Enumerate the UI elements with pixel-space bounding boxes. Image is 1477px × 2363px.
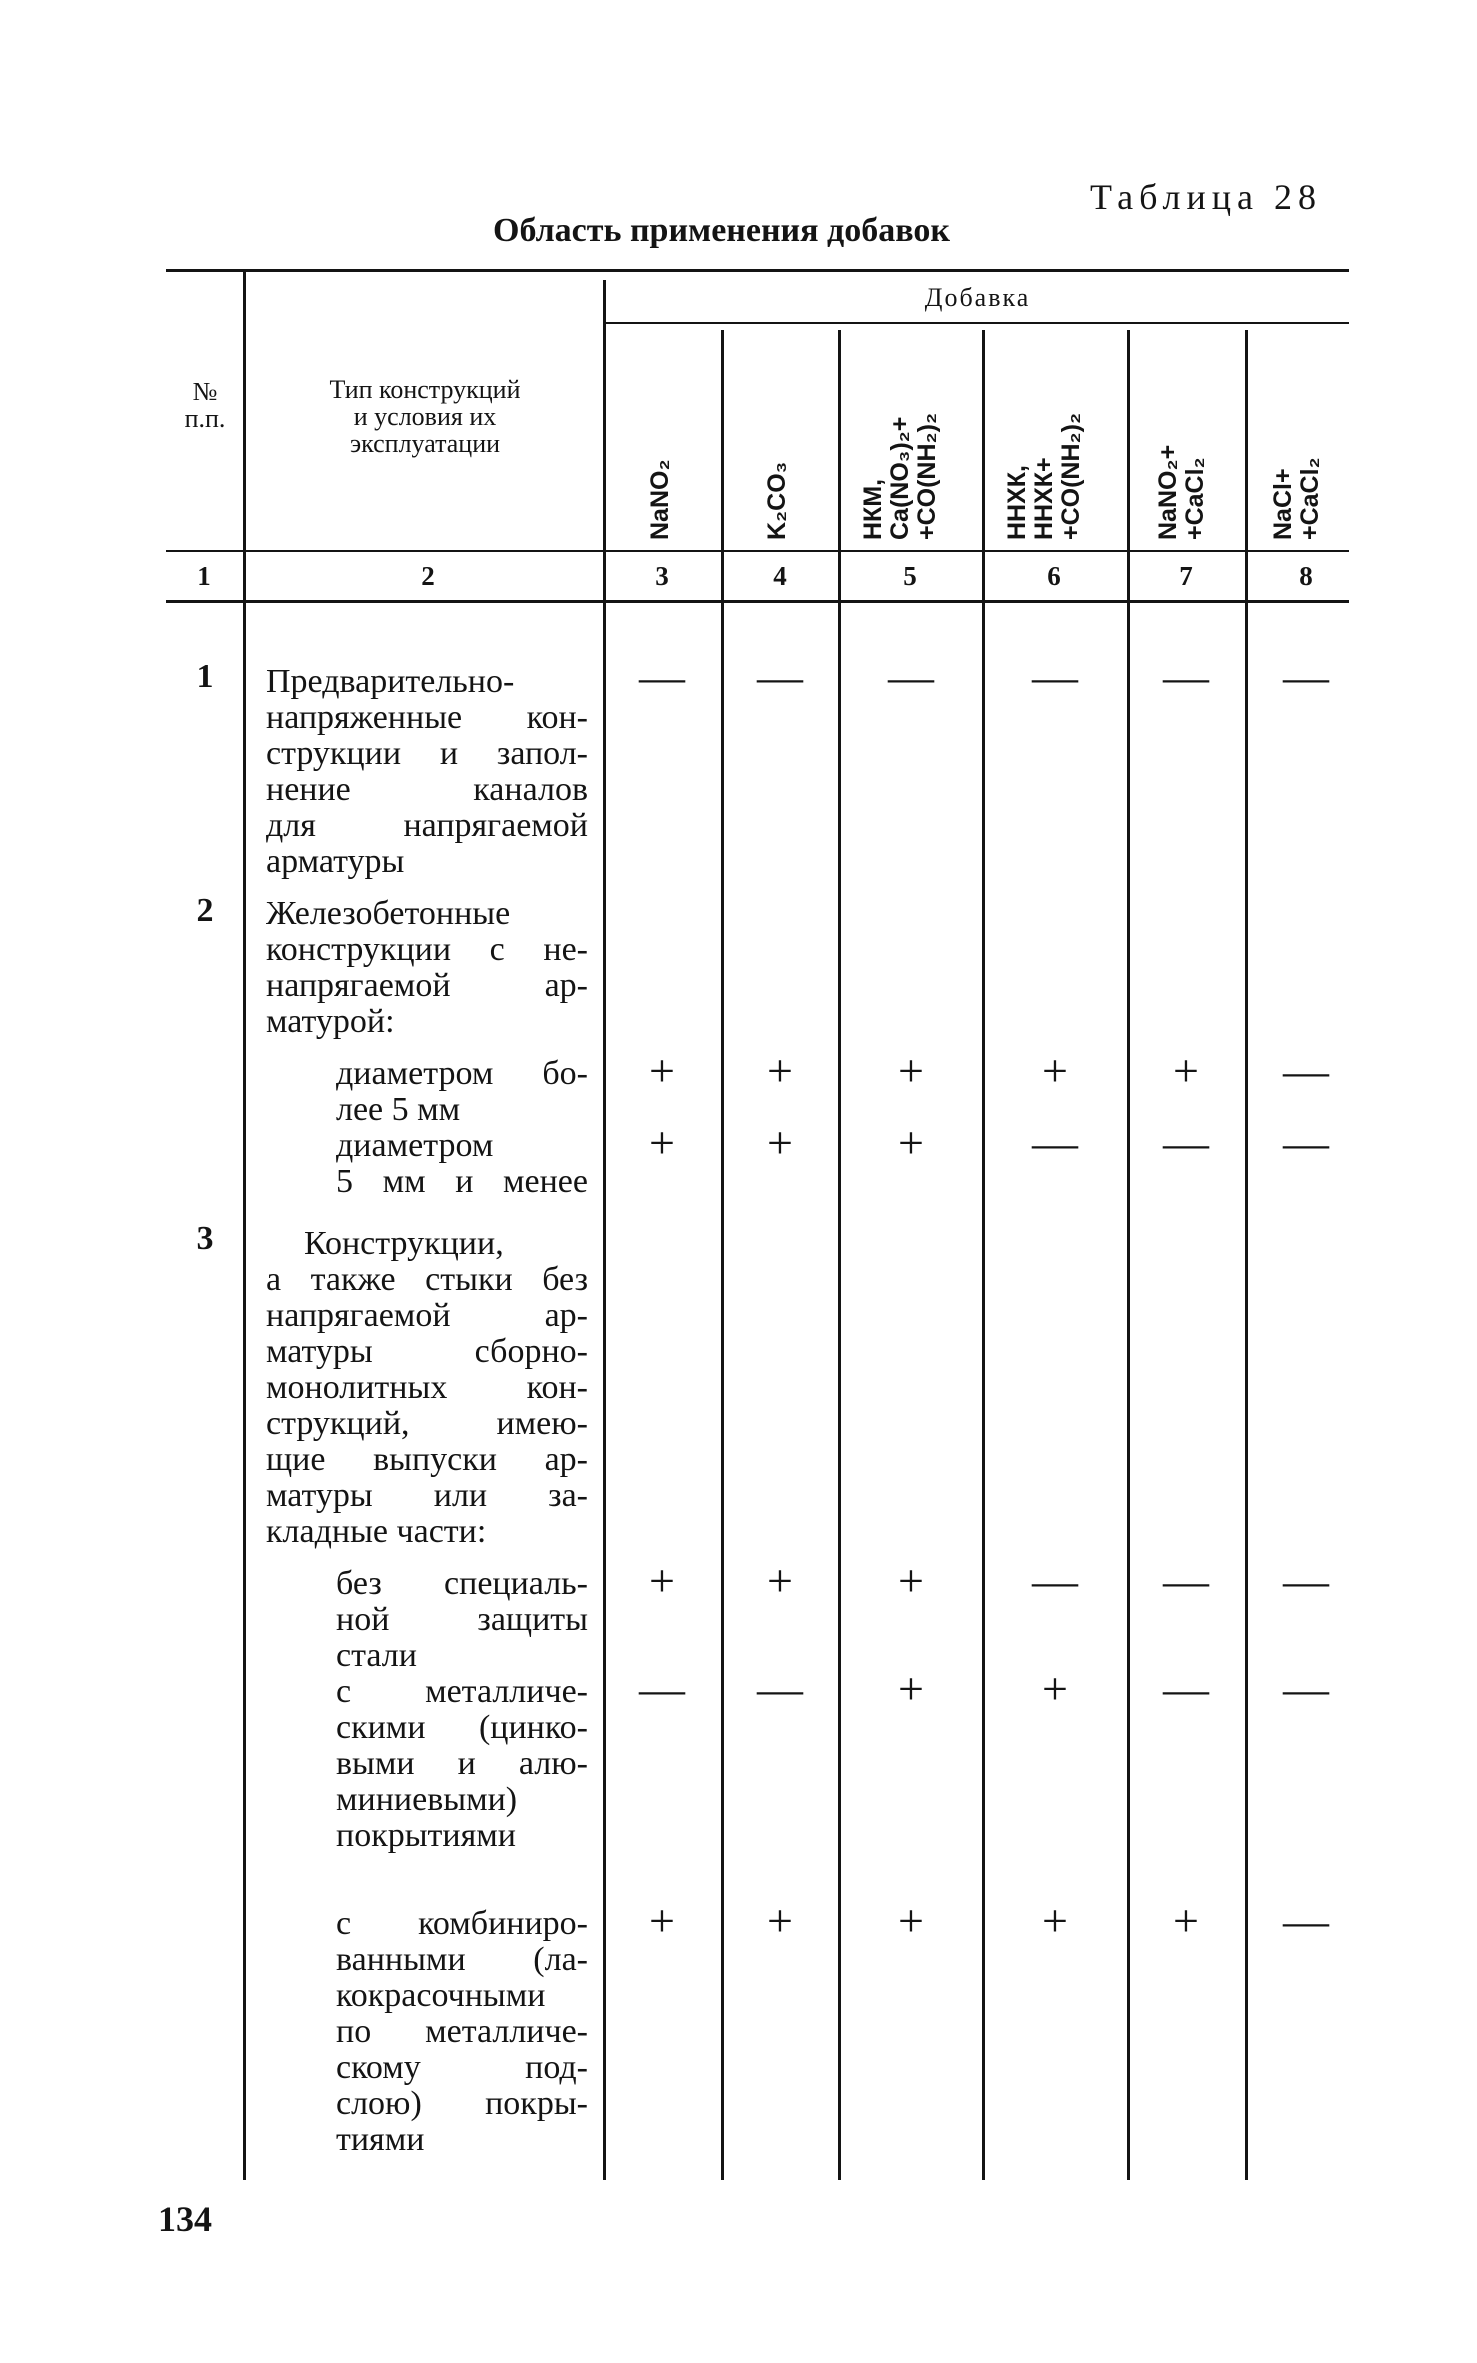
column-number: 5 <box>903 561 917 591</box>
mark-nnhk: + <box>1042 1895 1068 1946</box>
row-subitem <box>336 1566 588 1674</box>
cell-line: Предварительно- <box>266 663 515 700</box>
mark-k2co3: + <box>767 1117 793 1168</box>
header-number-line: № <box>192 377 218 406</box>
mark-k2co3: + <box>767 1895 793 1946</box>
mark-nnhk: — <box>1032 651 1078 702</box>
page-number: 134 <box>158 2199 212 2239</box>
cell-line: скому под- <box>336 2049 588 2086</box>
cell-line: тиями <box>336 2121 425 2158</box>
cell-line: Конструкции, <box>304 1225 504 1262</box>
row-subitem <box>336 1056 588 1128</box>
additive-line: K₂CO₃ <box>763 461 791 540</box>
column-number: 1 <box>197 561 211 591</box>
column-divider <box>1127 330 1130 2180</box>
additive-line: +CaCl₂ <box>1181 457 1209 540</box>
additive-line: NaNO₂ <box>646 459 674 540</box>
additive-line: НКМ, <box>859 478 887 540</box>
row-subitem <box>336 1906 588 2158</box>
additive-line: +CO(NH₂)₂ <box>913 412 941 540</box>
header-type-line: и условия их <box>353 402 497 431</box>
header-type <box>250 376 600 457</box>
mark-nacl-cacl2: — <box>1283 1555 1329 1606</box>
mark-nkm: + <box>898 1045 924 1096</box>
mark-nano2: + <box>649 1045 675 1096</box>
cell-line: с комбиниро- <box>336 1905 588 1942</box>
column-divider <box>838 330 841 2180</box>
table-title: Область применения добавок <box>493 212 950 249</box>
cell-line: диаметром <box>336 1127 494 1164</box>
column-number: 6 <box>1047 561 1061 591</box>
column-divider <box>982 330 985 2180</box>
mark-k2co3: — <box>757 651 803 702</box>
cell-line: диаметром бо- <box>336 1055 588 1092</box>
cell-line: по металличе- <box>336 2013 588 2050</box>
cell-line: напрягаемой ар- <box>266 967 588 1004</box>
cell-line: а также стыки без <box>266 1261 588 1298</box>
row-subitem <box>336 1128 588 1200</box>
table-top-rule <box>166 269 1349 272</box>
column-divider <box>603 280 606 2180</box>
mark-nacl-cacl2: — <box>1283 651 1329 702</box>
additive-line: NaNO₂+ <box>1154 444 1182 540</box>
mark-nano2-cacl2: + <box>1173 1045 1199 1096</box>
cell-line: ной защиты <box>336 1601 588 1638</box>
mark-nnhk: — <box>1032 1555 1078 1606</box>
mark-nnhk: + <box>1042 1663 1068 1714</box>
mark-nano2: — <box>639 1663 685 1714</box>
cell-line: конструкции с не- <box>266 931 588 968</box>
header-number <box>170 378 240 432</box>
column-numbers-rule <box>166 600 1349 603</box>
mark-nacl-cacl2: — <box>1283 1117 1329 1168</box>
column-number: 3 <box>655 561 669 591</box>
header-type-line: Тип конструкций <box>329 375 521 404</box>
mark-nnhk: + <box>1042 1045 1068 1096</box>
mark-nkm: + <box>898 1895 924 1946</box>
cell-line: напрягаемой ар- <box>266 1297 588 1334</box>
column-number: 8 <box>1299 561 1313 591</box>
cell-line: для напрягаемой <box>266 807 588 844</box>
header-number-line: п.п. <box>184 404 226 433</box>
mark-k2co3: + <box>767 1555 793 1606</box>
header-additive-group: Добавка <box>924 283 1031 312</box>
cell-line: матуры сборно- <box>266 1333 588 1370</box>
cell-line: с металличе- <box>336 1673 588 1710</box>
additive-line: Ca(NO₃)₂+ <box>886 416 914 540</box>
table-label: Таблица 28 <box>1090 177 1322 217</box>
column-divider <box>1245 330 1248 2180</box>
mark-nano2: — <box>639 651 685 702</box>
cell-line: миниевыми) <box>336 1781 518 1818</box>
mark-nkm: + <box>898 1555 924 1606</box>
additive-line: ННХК+ <box>1030 457 1058 540</box>
column-number: 7 <box>1179 561 1193 591</box>
cell-line: стали <box>336 1637 417 1674</box>
column-number: 2 <box>421 561 435 591</box>
cell-line: щие выпуски ар- <box>266 1441 588 1478</box>
row-number: 1 <box>196 658 214 695</box>
additive-line: +CO(NH₂)₂ <box>1057 412 1085 540</box>
mark-nano2: + <box>649 1895 675 1946</box>
header-type-line: эксплуатации <box>349 429 501 458</box>
cell-line: нение каналов <box>266 771 588 808</box>
mark-nkm: + <box>898 1663 924 1714</box>
cell-line: струкции и запол- <box>266 735 588 772</box>
cell-line: лее 5 мм <box>336 1091 461 1128</box>
cell-line: выми и алю- <box>336 1745 588 1782</box>
mark-nacl-cacl2: — <box>1283 1045 1329 1096</box>
additive-line: +CaCl₂ <box>1296 457 1324 540</box>
row-number: 3 <box>196 1220 214 1257</box>
column-divider <box>243 270 246 2180</box>
cell-line: покрытиями <box>336 1817 516 1854</box>
mark-nacl-cacl2: — <box>1283 1895 1329 1946</box>
header-bottom-rule <box>166 550 1349 552</box>
mark-nano2: + <box>649 1117 675 1168</box>
cell-line: кладные части: <box>266 1513 487 1550</box>
cell-line: 5 мм и менее <box>336 1163 588 1200</box>
cell-line: струкций, имею- <box>266 1405 588 1442</box>
row-subitem <box>336 1674 588 1854</box>
mark-nkm: — <box>888 651 934 702</box>
row-description <box>266 664 588 880</box>
additive-line: NaCl+ <box>1269 468 1297 540</box>
mark-nano2-cacl2: + <box>1173 1895 1199 1946</box>
additive-line: ННХК, <box>1003 465 1031 540</box>
cell-line: слою) покры- <box>336 2085 588 2122</box>
cell-line: матурой: <box>266 1003 395 1040</box>
cell-line: арматуры <box>266 843 405 880</box>
column-divider <box>721 330 724 2180</box>
cell-line: Железобетонные <box>266 895 511 932</box>
mark-nkm: + <box>898 1117 924 1168</box>
mark-nano2-cacl2: — <box>1163 1555 1209 1606</box>
cell-line: монолитных кон- <box>266 1369 588 1406</box>
row-number: 2 <box>196 892 214 929</box>
mark-k2co3: — <box>757 1663 803 1714</box>
cell-line: кокрасочными <box>336 1977 546 2014</box>
mark-nano2: + <box>649 1555 675 1606</box>
cell-line: напряженные кон- <box>266 699 588 736</box>
additive-group-rule <box>606 322 1349 324</box>
mark-nano2-cacl2: — <box>1163 1117 1209 1168</box>
cell-line: матуры или за- <box>266 1477 588 1514</box>
mark-nano2-cacl2: — <box>1163 651 1209 702</box>
mark-nnhk: — <box>1032 1117 1078 1168</box>
cell-line: без специаль- <box>336 1565 588 1602</box>
cell-line: ванными (ла- <box>336 1941 588 1978</box>
cell-line: скими (цинко- <box>336 1709 588 1746</box>
mark-k2co3: + <box>767 1045 793 1096</box>
column-number: 4 <box>773 561 787 591</box>
mark-nano2-cacl2: — <box>1163 1663 1209 1714</box>
row-description <box>266 1226 588 1550</box>
row-description <box>266 896 588 1040</box>
mark-nacl-cacl2: — <box>1283 1663 1329 1714</box>
